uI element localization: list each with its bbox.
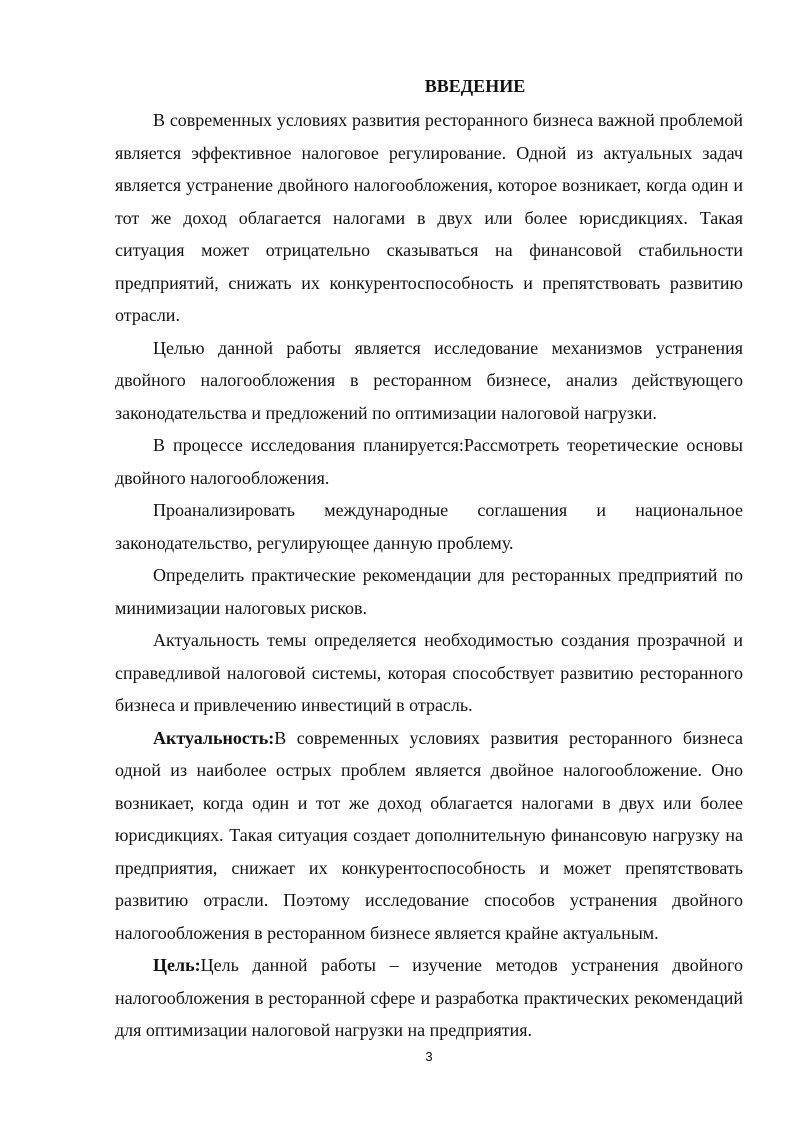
paragraph-2 [115, 332, 743, 430]
paragraph-text: В процессе исследования планируется:Рассмотреть теоретические основы двойного налогообложения. [115, 435, 743, 488]
paragraph-relevance [115, 722, 743, 950]
paragraph-5 [115, 559, 743, 624]
paragraph-text: Проанализировать международные соглашения и национальное законодательство, регулирующее данную проблему. [115, 500, 743, 553]
paragraph-text: Целью данной работы является исследование механизмов устранения двойного налогообложения в ресторанном бизнесе, анализ действующего законодательства и предложений по оптимизации налоговой нагрузки. [115, 337, 743, 423]
paragraph-goal [115, 949, 743, 1047]
paragraph-text: В современных условиях развития ресторанного бизнеса одной из наиболее острых проблем является двойное налогообложение. Оно возникает, когда один и тот же доход облагается налогами в двух или более юрисдикциях. Такая ситуация создает дополнительную финансовую нагрузку на предприятия, снижает их конкурентоспособность и может препятствовать развитию отрасли. Поэтому исследование способов устранения двойного налогообложения в ресторанном бизнесе является крайне актуальным. [115, 727, 743, 943]
paragraph-6 [115, 624, 743, 722]
paragraph-text: Актуальность темы определяется необходимостью создания прозрачной и справедливой налоговой системы, которая способствует развитию ресторанного бизнеса и привлечению инвестиций в отрасль. [115, 630, 743, 715]
paragraph-4 [115, 494, 743, 559]
paragraph-3 [115, 429, 743, 494]
paragraph-text: Определить практические рекомендации для ресторанных предприятий по минимизации налоговых рисков. [115, 565, 743, 618]
section-heading: ВВЕДЕНИЕ [424, 76, 526, 96]
paragraph-text: Цель данной работы – изучение методов устранения двойного налогообложения в ресторанной сфере и разработка практических рекомендаций для оптимизации налоговой нагрузки на предприятия. [115, 955, 743, 1040]
paragraph-text: В современных условиях развития ресторанного бизнеса важной проблемой является эффективное налоговое регулирование. Одной из актуальных задач является устранение двойного налогообложения, которое возникает, когда один и тот же доход облагается налогами в двух или более юрисдикциях. Такая ситуация может отрицательно сказываться на финансовой стабильности предприятий, снижать их конкурентоспособность и препятствовать развитию отрасли. [115, 110, 743, 325]
page-number: 3 [425, 1049, 433, 1064]
paragraph-1 [115, 104, 743, 332]
paragraph-lead: Цель: [153, 955, 201, 975]
paragraph-lead: Актуальность: [153, 727, 275, 748]
